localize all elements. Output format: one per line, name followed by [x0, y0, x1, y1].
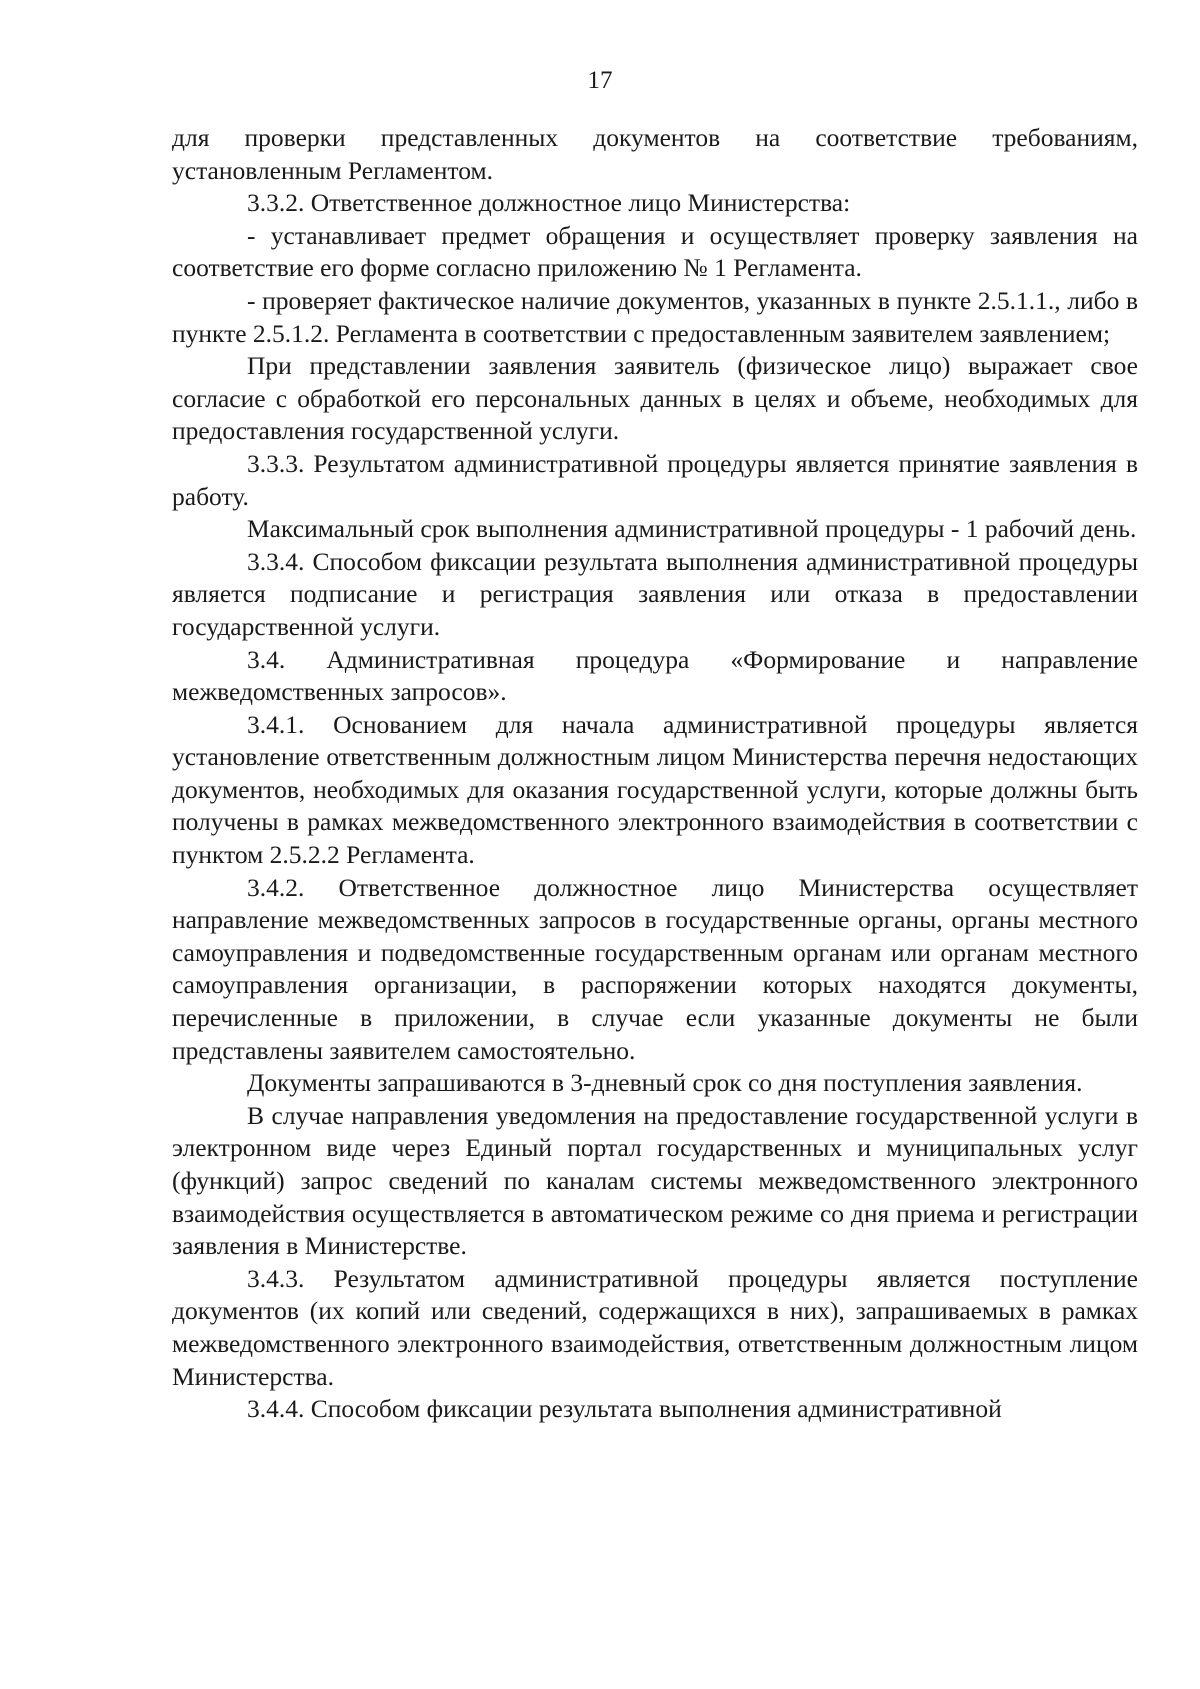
- paragraph-request-term: Документы запрашиваются в 3-дневный срок со дня поступления заявления.: [247, 1068, 1083, 1098]
- paragraph-3-4-3: 3.4.3. Результатом административной процедуры является поступление документов (их копий или сведений, содержащихся в них), запрашиваемых в рамках межведомственного электронного взаимодействия, ответственным должностным лицом Министерства.: [172, 1263, 1138, 1391]
- paragraph-3-4-4: 3.4.4. Способом фиксации результата выполнения административной: [247, 1394, 1002, 1424]
- paragraph-3-3-4: 3.3.4. Способом фиксации результата выполнения административной процедуры является подписание и регистрация заявления или отказа в предоставлении государственной услуги.: [172, 546, 1138, 641]
- paragraph-continuation: для проверки представленных документов на соответствие требованиям, установленным Регламентом.: [172, 123, 1138, 185]
- paragraph-list-item-subject: - устанавливает предмет обращения и осуществляет проверку заявления на соответствие его форме согласно приложению № 1 Регламента.: [172, 220, 1138, 283]
- paragraph-3-3-3: 3.3.3. Результатом административной процедуры является принятие заявления в работу.: [172, 448, 1138, 511]
- paragraph-3-4: 3.4. Административная процедура «Формирование и направление межведомственных запросов».: [172, 644, 1138, 707]
- page-number: 17: [587, 67, 613, 94]
- paragraph-3-4-2: 3.4.2. Ответственное должностное лицо Министерства осуществляет направление межведомственных запросов в государственные органы, органы местного самоуправления и подведомственные государственным органам или органам местного самоуправления организации, в распоряжении которых находятся документы, перечисленные в приложении, в случае если указанные документы не были представлены заявителем самостоятельно.: [172, 872, 1138, 1065]
- paragraph-consent: При представлении заявления заявитель (физическое лицо) выражает свое согласие с обработкой его персональных данных в целях и объеме, необходимых для предоставления государственной услуги.: [172, 351, 1138, 446]
- paragraph-electronic-notice: В случае направления уведомления на предоставление государственной услуги в электронном виде через Единый портал государственных и муниципальных услуг (функций) запрос сведений по каналам системы межведомственного электронного взаимодействия осуществляется в автоматическом режиме со дня приема и регистрации заявления в Министерстве.: [172, 1100, 1138, 1261]
- paragraph-3-4-1: 3.4.1. Основанием для начала административной процедуры является установление ответственным должностным лицом Министерства перечня недостающих документов, необходимых для оказания государственной услуги, которые должны быть получены в рамках межведомственного электронного взаимодействия в соответствии с пунктом 2.5.2.2 Регламента.: [172, 709, 1138, 870]
- paragraph-3-3-2: 3.3.2. Ответственное должностное лицо Министерства:: [247, 188, 851, 218]
- paragraph-max-term: Максимальный срок выполнения административной процедуры - 1 рабочий день.: [247, 514, 1137, 544]
- document-body: [172, 122, 1138, 1426]
- paragraph-list-item-documents: - проверяет фактическое наличие документов, указанных в пункте 2.5.1.1., либо в пункте 2.5.1.2. Регламента в соответствии с предоставленным заявителем заявлением;: [172, 285, 1138, 348]
